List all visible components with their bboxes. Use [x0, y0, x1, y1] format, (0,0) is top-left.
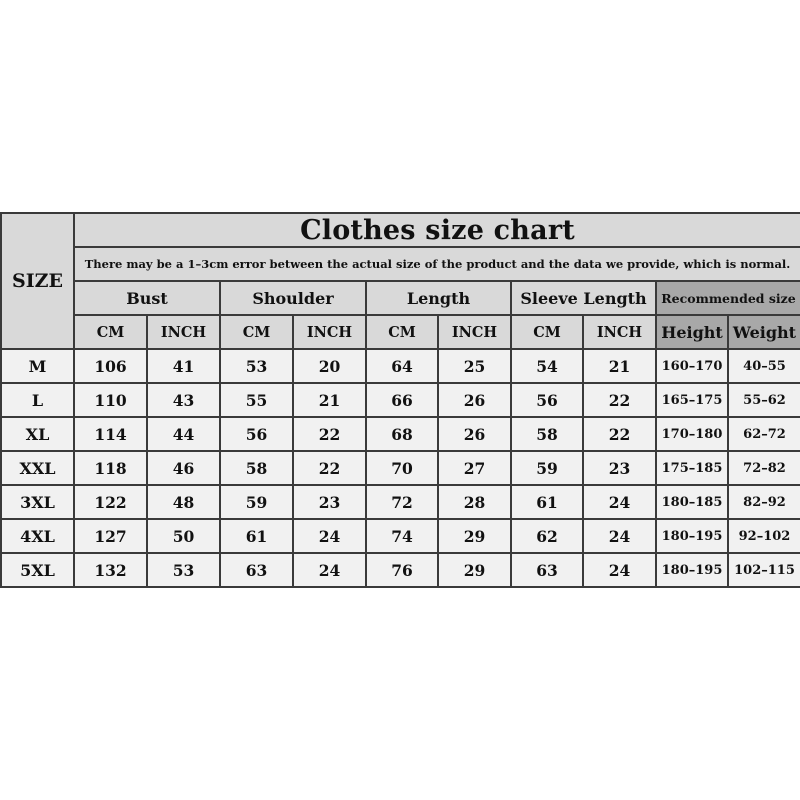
cell-length-inch: 26 [438, 383, 511, 417]
cell-sleeve-cm: 54 [511, 349, 583, 383]
note-row [1, 247, 800, 281]
cell-shoulder-inch: 22 [293, 417, 366, 451]
unit-header-shoulder-cm: CM [220, 315, 293, 349]
table-row [1, 519, 800, 553]
cell-length-cm: 76 [366, 553, 438, 587]
cell-length-inch: 28 [438, 485, 511, 519]
cell-sleeve-inch: 21 [583, 349, 656, 383]
cell-bust-cm: 132 [74, 553, 147, 587]
size-chart-container [0, 212, 800, 588]
unit-header-length-inch: INCH [438, 315, 511, 349]
cell-bust-cm: 114 [74, 417, 147, 451]
cell-length-inch: 29 [438, 519, 511, 553]
cell-height: 170–180 [656, 417, 728, 451]
cell-bust-cm: 106 [74, 349, 147, 383]
cell-shoulder-cm: 55 [220, 383, 293, 417]
cell-shoulder-cm: 53 [220, 349, 293, 383]
cell-sleeve-cm: 56 [511, 383, 583, 417]
cell-length-inch: 26 [438, 417, 511, 451]
cell-height: 180–185 [656, 485, 728, 519]
cell-length-cm: 74 [366, 519, 438, 553]
cell-sleeve-inch: 24 [583, 519, 656, 553]
cell-weight: 62–72 [728, 417, 800, 451]
cell-shoulder-inch: 22 [293, 451, 366, 485]
unit-header-height: Height [656, 315, 728, 349]
error-note: There may be a 1–3cm error between the actual size of the product and the data we provide, which is normal. [74, 247, 800, 281]
cell-sleeve-cm: 63 [511, 553, 583, 587]
table-row [1, 383, 800, 417]
cell-shoulder-cm: 56 [220, 417, 293, 451]
cell-weight: 72–82 [728, 451, 800, 485]
unit-header-row [1, 315, 800, 349]
cell-bust-inch: 53 [147, 553, 220, 587]
cell-sleeve-inch: 23 [583, 451, 656, 485]
cell-shoulder-inch: 23 [293, 485, 366, 519]
size-label-cell: L [1, 383, 74, 417]
cell-length-inch: 25 [438, 349, 511, 383]
cell-sleeve-cm: 61 [511, 485, 583, 519]
cell-shoulder-cm: 59 [220, 485, 293, 519]
cell-weight: 40–55 [728, 349, 800, 383]
cell-length-cm: 70 [366, 451, 438, 485]
cell-sleeve-inch: 22 [583, 417, 656, 451]
cell-sleeve-inch: 22 [583, 383, 656, 417]
size-chart-table [0, 212, 800, 588]
cell-bust-inch: 41 [147, 349, 220, 383]
chart-title: Clothes size chart [74, 213, 800, 247]
cell-bust-inch: 48 [147, 485, 220, 519]
cell-bust-cm: 122 [74, 485, 147, 519]
size-column-header: SIZE [1, 213, 74, 349]
unit-header-sleeve-inch: INCH [583, 315, 656, 349]
table-row [1, 485, 800, 519]
group-header-sleeve-length: Sleeve Length [511, 281, 656, 315]
cell-bust-cm: 127 [74, 519, 147, 553]
cell-sleeve-inch: 24 [583, 553, 656, 587]
cell-height: 160–170 [656, 349, 728, 383]
size-label-cell: 3XL [1, 485, 74, 519]
group-header-length: Length [366, 281, 511, 315]
size-rows [1, 349, 800, 587]
table-row [1, 417, 800, 451]
cell-bust-inch: 43 [147, 383, 220, 417]
cell-shoulder-cm: 58 [220, 451, 293, 485]
unit-header-bust-cm: CM [74, 315, 147, 349]
cell-length-inch: 27 [438, 451, 511, 485]
cell-weight: 55–62 [728, 383, 800, 417]
cell-height: 180–195 [656, 553, 728, 587]
unit-header-bust-inch: INCH [147, 315, 220, 349]
cell-length-inch: 29 [438, 553, 511, 587]
cell-bust-inch: 46 [147, 451, 220, 485]
table-row [1, 553, 800, 587]
table-row [1, 451, 800, 485]
cell-sleeve-cm: 59 [511, 451, 583, 485]
cell-shoulder-inch: 24 [293, 553, 366, 587]
group-header-bust: Bust [74, 281, 220, 315]
cell-shoulder-inch: 20 [293, 349, 366, 383]
cell-weight: 102–115 [728, 553, 800, 587]
cell-length-cm: 72 [366, 485, 438, 519]
table-row [1, 349, 800, 383]
group-header-recommended-size: Recommended size [656, 281, 800, 315]
cell-bust-cm: 118 [74, 451, 147, 485]
cell-bust-inch: 50 [147, 519, 220, 553]
cell-sleeve-cm: 58 [511, 417, 583, 451]
cell-length-cm: 68 [366, 417, 438, 451]
cell-height: 165–175 [656, 383, 728, 417]
cell-weight: 92–102 [728, 519, 800, 553]
size-label-cell: 5XL [1, 553, 74, 587]
cell-shoulder-inch: 24 [293, 519, 366, 553]
size-label-cell: 4XL [1, 519, 74, 553]
cell-sleeve-inch: 24 [583, 485, 656, 519]
title-row [1, 213, 800, 247]
cell-bust-inch: 44 [147, 417, 220, 451]
cell-length-cm: 64 [366, 349, 438, 383]
unit-header-length-cm: CM [366, 315, 438, 349]
group-header-shoulder: Shoulder [220, 281, 366, 315]
size-label-cell: XXL [1, 451, 74, 485]
unit-header-shoulder-inch: INCH [293, 315, 366, 349]
cell-height: 180–195 [656, 519, 728, 553]
cell-height: 175–185 [656, 451, 728, 485]
cell-length-cm: 66 [366, 383, 438, 417]
size-label-cell: M [1, 349, 74, 383]
unit-header-weight: Weight [728, 315, 800, 349]
size-label-cell: XL [1, 417, 74, 451]
group-header-row [1, 281, 800, 315]
unit-header-sleeve-cm: CM [511, 315, 583, 349]
cell-bust-cm: 110 [74, 383, 147, 417]
cell-shoulder-cm: 61 [220, 519, 293, 553]
cell-shoulder-inch: 21 [293, 383, 366, 417]
cell-weight: 82–92 [728, 485, 800, 519]
cell-shoulder-cm: 63 [220, 553, 293, 587]
cell-sleeve-cm: 62 [511, 519, 583, 553]
